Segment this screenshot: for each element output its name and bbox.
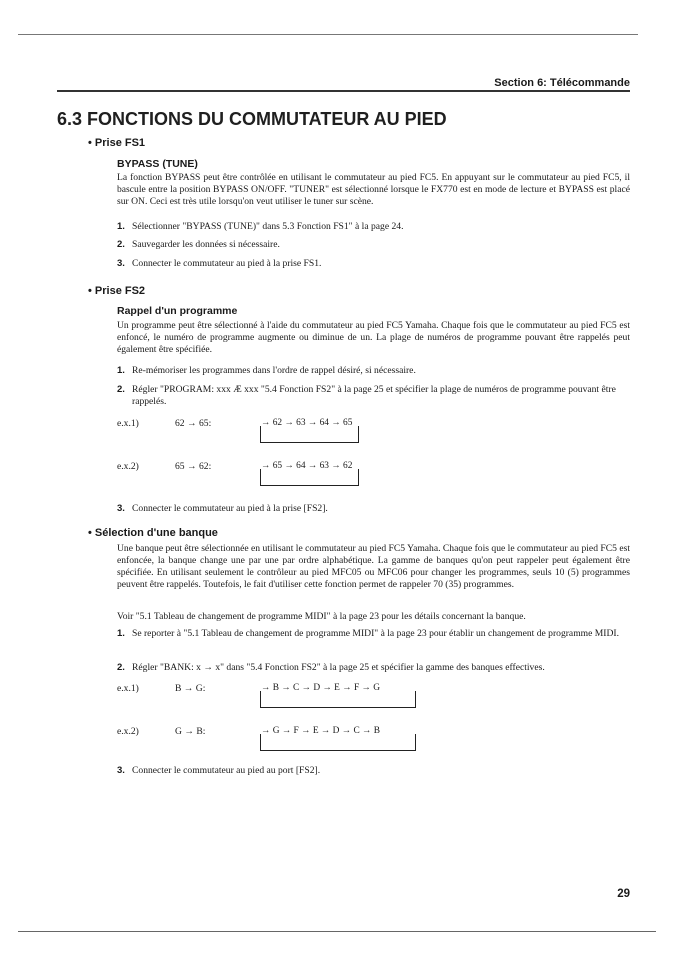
step-number: 2. [117, 239, 125, 250]
step-text: Connecter le commutateur au pied à la prise FS1. [132, 258, 322, 269]
step-text: Connecter le commutateur au pied à la prise [FS2]. [132, 503, 328, 514]
bottom-page-rule [18, 931, 656, 932]
bank-example-2-range: G → B: [175, 726, 206, 737]
step-text: Re-mémoriser les programmes dans l'ordre de rappel désiré, si nécessaire. [132, 365, 416, 376]
bank-example-1-loop [260, 691, 416, 708]
header-rule [57, 90, 630, 92]
fs2-example-1-sequence: → 62 → 63 → 64 → 65 [261, 418, 353, 428]
step-number: 2. [117, 384, 125, 395]
top-page-rule [18, 34, 638, 35]
bank-example-1-label: e.x.1) [117, 683, 139, 694]
bank-example-2-sequence: → G → F → E → D → C → B [261, 726, 381, 736]
bank-example-2-label: e.x.2) [117, 726, 139, 737]
step-number: 2. [117, 662, 125, 673]
section-header: Section 6: Télécommande [494, 77, 630, 89]
step-number: 3. [117, 258, 125, 269]
fs1-heading: • Prise FS1 [88, 137, 146, 149]
step-number: 1. [117, 365, 125, 376]
bank-example-1-range: B → G: [175, 683, 206, 694]
fs2-example-2-sequence: → 65 → 64 → 63 → 62 [261, 461, 353, 471]
fs2-heading: • Prise FS2 [88, 285, 146, 297]
fs2-example-1-loop [260, 426, 359, 443]
bank-paragraph-2: Voir "5.1 Tableau de changement de programme MIDI" à la page 23 pour les détails concernant la banque. [117, 611, 526, 622]
fs2-example-2-label: e.x.2) [117, 461, 139, 472]
fs1-step-2 [117, 239, 637, 251]
bank-heading: • Sélection d'une banque [88, 527, 218, 539]
bank-step-3 [117, 765, 637, 777]
step-number: 3. [117, 503, 125, 514]
step-number: 1. [117, 221, 125, 232]
fs2-paragraph: Un programme peut être sélectionné à l'aide du commutateur au pied FC5 Yamaha. Chaque fois que le commutateur au pied FC5 est enfoncé, le numéro de programme augmente ou diminue de un. La plage de numéros de programme pouvant être rappelés peut également être spécifiée. [117, 320, 630, 356]
fs2-example-2-loop [260, 469, 359, 486]
bank-step-1 [117, 628, 637, 640]
fs2-step-2 [117, 384, 637, 408]
step-text: Régler "BANK: x → x" dans "5.4 Fonction FS2" à la page 25 et spécifier la gamme des banques effectives. [132, 662, 545, 673]
fs2-step-3 [117, 503, 637, 515]
bank-paragraph-1: Une banque peut être sélectionnée en utilisant le commutateur au pied FC5 Yamaha. Chaque fois que le commutateur au pied FC5 est enfoncée, la banque change une par une par ordre alphabétique. La gamme de banques qu'on peut rappeler peut également être spécifiée. En utilisant seulement le contrôleur au pied MFC05 ou MFC06 pour changer les programmes, seuls 10 (5) programmes peuvent être rappelés. Toutefois, le fait d'utiliser cette fonction permet de rappeler 70 (35) programmes. [117, 543, 630, 591]
chapter-title: 6.3 FONCTIONS DU COMMUTATEUR AU PIED [57, 109, 447, 129]
step-text: Sauvegarder les données si nécessaire. [132, 239, 280, 250]
fs2-example-1-range: 62 → 65: [175, 418, 212, 429]
fs1-step-3 [117, 258, 637, 270]
fs2-example-1-label: e.x.1) [117, 418, 139, 429]
fs1-subheading: BYPASS (TUNE) [117, 158, 198, 170]
step-text: Régler "PROGRAM: xxx Æ xxx "5.4 Fonction FS2" à la page 25 et spécifier la plage de numéros de programme pouvant être rappelés. [132, 384, 616, 408]
step-text: Se reporter à "5.1 Tableau de changement de programme MIDI" à la page 23 pour établir un changement de programme MIDI. [132, 628, 620, 639]
fs2-step-1 [117, 365, 637, 377]
step-text: Connecter le commutateur au pied au port [FS2]. [132, 765, 321, 776]
page-number: 29 [617, 888, 630, 900]
step-text: Sélectionner "BYPASS (TUNE)" dans 5.3 Fonction FS1" à la page 24. [132, 221, 404, 232]
step-number: 1. [117, 628, 125, 639]
fs2-subheading: Rappel d'un programme [117, 305, 238, 317]
fs1-paragraph: La fonction BYPASS peut être contrôlée en utilisant le commutateur au pied FC5. En appuyant sur le commutateur au pied FC5, il bascule entre la position BYPASS ON/OFF. "TUNER" est sélectionné lorsque le FX770 est en mode de lecture et BYPASS est placé sur ON. Ceci est très utile lorsqu'on veut utiliser le tuner sur scène. [117, 172, 630, 208]
fs2-example-2-range: 65 → 62: [175, 461, 212, 472]
bank-example-2-loop [260, 734, 416, 751]
step-number: 3. [117, 765, 125, 776]
bank-example-1-sequence: → B → C → D → E → F → G [261, 683, 381, 693]
bank-step-2 [117, 662, 637, 674]
fs1-step-1 [117, 221, 637, 233]
